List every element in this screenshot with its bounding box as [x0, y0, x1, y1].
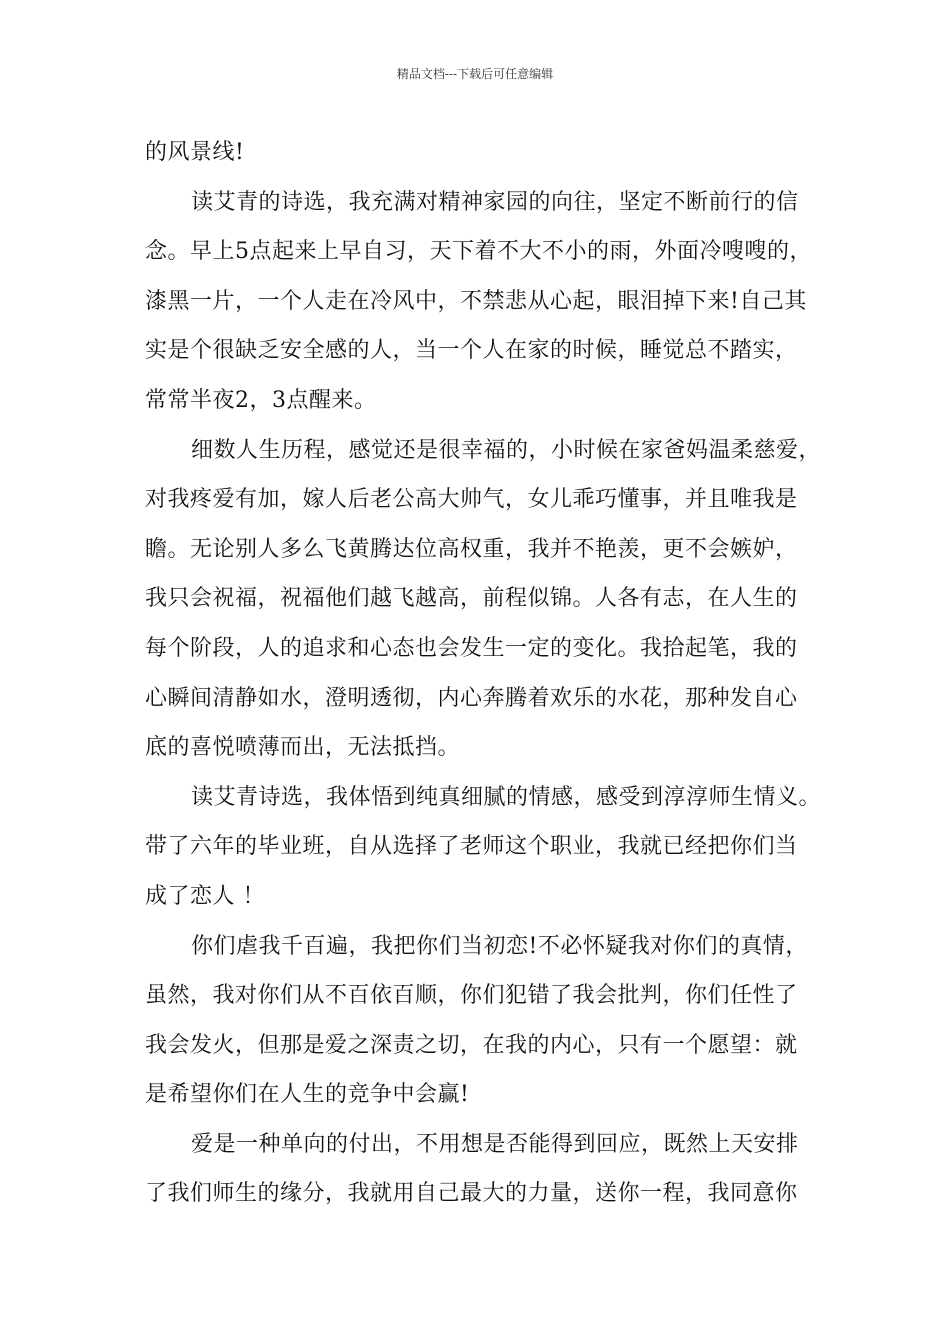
text-line: 成了恋人 ！: [145, 883, 265, 909]
text-line: 底的喜悦喷薄而出，无法抵挡。: [145, 735, 461, 761]
text-line: 我会发火，但那是爱之深责之切，在我的内心，只有一个愿望：就: [145, 1032, 798, 1058]
text-line: 了我们师生的缘分，我就用自己最大的力量，送你一程，我同意你: [145, 1181, 798, 1207]
text-line: 的风景线!: [145, 140, 245, 165]
page-header: 精品文档---下载后可任意编辑: [396, 67, 554, 81]
text-line: 实是个很缺乏安全感的人，当一个人在家的时候，睡觉总不踏实，: [145, 338, 798, 364]
text-line: 对我疼爱有加，嫁人后老公高大帅气，女儿乖巧懂事，并且唯我是: [145, 487, 798, 513]
text-line: 每个阶段，人的追求和心态也会发生一定的变化。我拾起笔，我的: [145, 635, 798, 661]
text-line: 瞻。无论别人多么飞黄腾达位高权重，我并不艳羡，更不会嫉妒，: [145, 536, 798, 562]
text-line: 漆黑一片，一个人走在冷风中，不禁悲从心起，眼泪掉下来!自己其: [145, 288, 807, 314]
text-line: 念。早上5点起来上早自习，天下着不大不小的雨，外面冷嗖嗖的，: [145, 239, 812, 265]
text-line: 心瞬间清静如水，澄明透彻，内心奔腾着欢乐的水花，那种发自心: [145, 685, 798, 711]
text-line: 你们虐我千百遍，我把你们当初恋!不必怀疑我对你们的真情，: [191, 933, 808, 959]
text-line: 爱是一种单向的付出，不用想是否能得到回应，既然上天安排: [191, 1131, 799, 1157]
text-line: 读艾青诗选，我体悟到纯真细腻的情感，感受到淳淳师生情义。: [191, 784, 822, 810]
text-line: 虽然，我对你们从不百依百顺，你们犯错了我会批判，你们任性了: [145, 983, 798, 1009]
text-line: 带了六年的毕业班，自从选择了老师这个职业，我就已经把你们当: [145, 834, 798, 860]
text-line: 常常半夜2，3点醒来。: [145, 387, 377, 413]
body-text: [145, 128, 822, 1219]
text-line: 是希望你们在人生的竞争中会赢!: [145, 1082, 470, 1108]
text-line: 读艾青的诗选，我充满对精神家园的向往，坚定不断前行的信: [191, 189, 799, 215]
text-line: 细数人生历程，感觉还是很幸福的，小时候在家爸妈温柔慈爱，: [191, 437, 822, 463]
text-line: 我只会祝福，祝福他们越飞越高，前程似锦。人各有志，在人生的: [145, 586, 798, 612]
